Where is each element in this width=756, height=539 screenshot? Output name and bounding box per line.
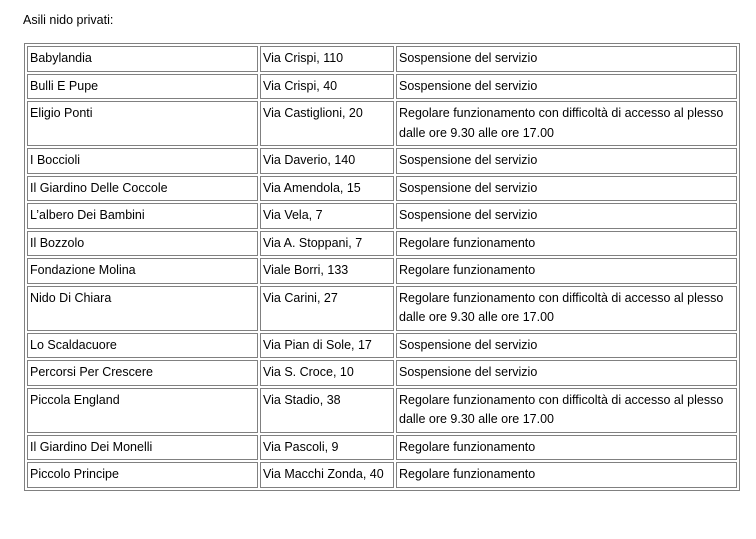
nursery-address-cell: Via S. Croce, 10	[260, 360, 394, 386]
nursery-address-cell: Via Macchi Zonda, 40	[260, 462, 394, 488]
nursery-name-cell: Bulli E Pupe	[27, 74, 258, 100]
nursery-status-cell: Sospensione del servizio	[396, 46, 737, 72]
nursery-address-cell: Via Daverio, 140	[260, 148, 394, 174]
nursery-address-cell: Via Stadio, 38	[260, 388, 394, 433]
table-row	[27, 46, 737, 72]
nursery-status-cell: Regolare funzionamento	[396, 231, 737, 257]
table-row	[27, 148, 737, 174]
nursery-address-cell: Via A. Stoppani, 7	[260, 231, 394, 257]
nursery-name-cell: Babylandia	[27, 46, 258, 72]
table-row	[27, 258, 737, 284]
nursery-name-cell: Eligio Ponti	[27, 101, 258, 146]
nursery-address-cell: Viale Borri, 133	[260, 258, 394, 284]
nursery-status-cell: Sospensione del servizio	[396, 203, 737, 229]
nursery-status-cell: Sospensione del servizio	[396, 333, 737, 359]
nursery-name-cell: Percorsi Per Crescere	[27, 360, 258, 386]
table-row	[27, 231, 737, 257]
nursery-address-cell: Via Carini, 27	[260, 286, 394, 331]
nursery-status-cell: Sospensione del servizio	[396, 148, 737, 174]
nursery-status-cell: Regolare funzionamento con difficoltà di accesso al plesso dalle ore 9.30 alle ore 17.00	[396, 101, 737, 146]
nursery-name-cell: Piccolo Principe	[27, 462, 258, 488]
nursery-status-cell: Regolare funzionamento con difficoltà di accesso al plesso dalle ore 9.30 alle ore 17.00	[396, 388, 737, 433]
nursery-address-cell: Via Crispi, 110	[260, 46, 394, 72]
nursery-name-cell: Il Giardino Dei Monelli	[27, 435, 258, 461]
table-row	[27, 462, 737, 488]
table-row	[27, 101, 737, 146]
nursery-status-cell: Regolare funzionamento	[396, 258, 737, 284]
nursery-address-cell: Via Pascoli, 9	[260, 435, 394, 461]
nursery-name-cell: Piccola England	[27, 388, 258, 433]
nursery-address-cell: Via Pian di Sole, 17	[260, 333, 394, 359]
nursery-name-cell: Il Bozzolo	[27, 231, 258, 257]
nursery-status-cell: Sospensione del servizio	[396, 74, 737, 100]
table-row	[27, 74, 737, 100]
nursery-address-cell: Via Vela, 7	[260, 203, 394, 229]
nursery-name-cell: L’albero Dei Bambini	[27, 203, 258, 229]
nursery-name-cell: Nido Di Chiara	[27, 286, 258, 331]
table-row	[27, 388, 737, 433]
table-row	[27, 203, 737, 229]
nursery-status-cell: Sospensione del servizio	[396, 360, 737, 386]
section-heading: Asili nido privati:	[23, 13, 114, 27]
nursery-address-cell: Via Castiglioni, 20	[260, 101, 394, 146]
table-row	[27, 176, 737, 202]
table-row	[27, 360, 737, 386]
nursery-status-cell: Sospensione del servizio	[396, 176, 737, 202]
nursery-status-cell: Regolare funzionamento	[396, 462, 737, 488]
nursery-status-cell: Regolare funzionamento	[396, 435, 737, 461]
nursery-address-cell: Via Crispi, 40	[260, 74, 394, 100]
table-row	[27, 286, 737, 331]
nurseries-table	[24, 43, 740, 491]
nursery-name-cell: I Boccioli	[27, 148, 258, 174]
nursery-name-cell: Il Giardino Delle Coccole	[27, 176, 258, 202]
nursery-status-cell: Regolare funzionamento con difficoltà di accesso al plesso dalle ore 9.30 alle ore 17.00	[396, 286, 737, 331]
table-row	[27, 435, 737, 461]
nursery-address-cell: Via Amendola, 15	[260, 176, 394, 202]
nursery-name-cell: Fondazione Molina	[27, 258, 258, 284]
nursery-name-cell: Lo Scaldacuore	[27, 333, 258, 359]
table-row	[27, 333, 737, 359]
